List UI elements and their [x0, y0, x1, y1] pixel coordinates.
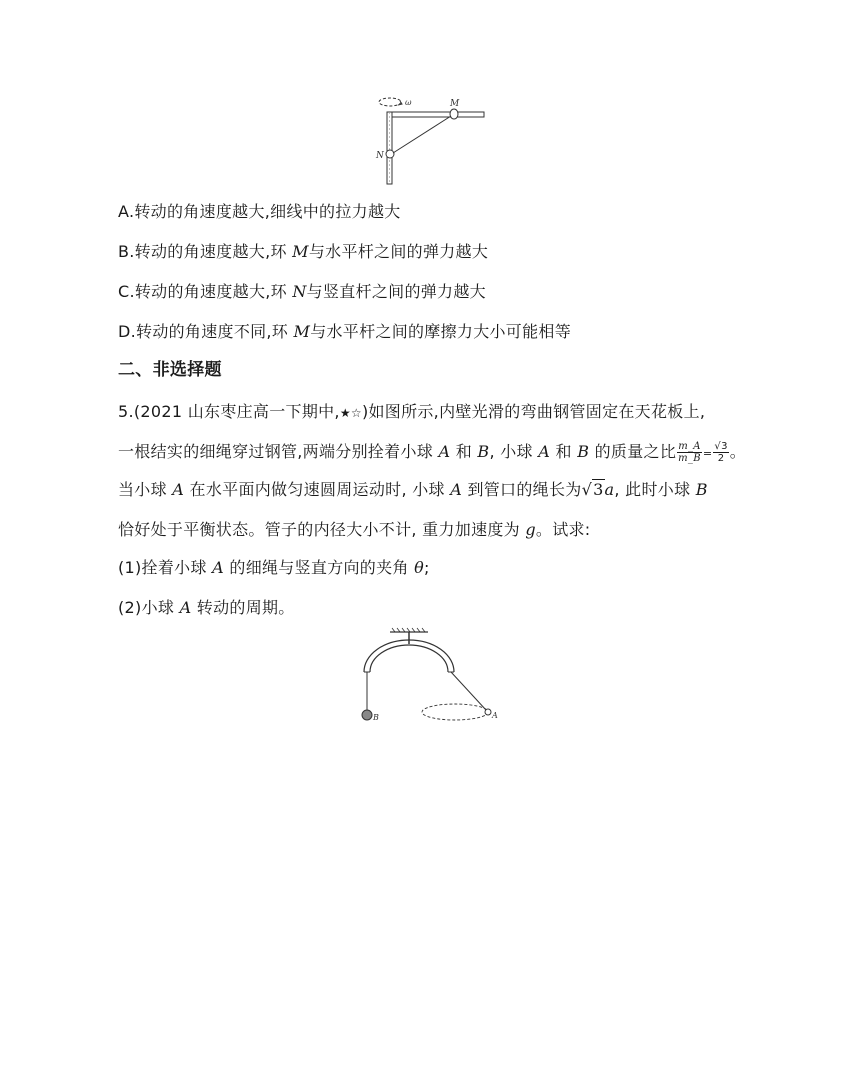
q5-text: 。	[729, 442, 747, 461]
ring-m	[450, 109, 458, 119]
option-var: M	[293, 322, 311, 341]
bent-pipe-figure	[352, 626, 512, 726]
var-a: A	[212, 558, 225, 577]
section-heading: 二、非选择题	[118, 360, 222, 380]
question-number: 5.	[118, 402, 134, 421]
rotation-arrow	[379, 98, 401, 106]
q5-text: 。试求:	[535, 520, 591, 539]
option-text: 与水平杆之间的摩擦力大小可能相等	[310, 322, 571, 341]
source-close: )	[361, 402, 369, 421]
option-d	[118, 322, 571, 342]
option-letter: D.	[118, 322, 137, 341]
option-var: N	[292, 282, 307, 301]
option-letter: B.	[118, 242, 135, 261]
option-var: M	[292, 242, 309, 261]
option-text: 转动的角速度越大,细线中的拉力越大	[134, 202, 401, 221]
var-g: g	[525, 520, 536, 539]
q5-text: 当小球	[118, 480, 173, 499]
q5-text: 如图所示,内壁光滑的弯曲钢管固定在天花板上,	[368, 402, 706, 421]
horizontal-rod	[392, 112, 484, 117]
q5-text: , 小球	[489, 442, 539, 461]
q5-text: 和	[450, 442, 478, 461]
fraction-numerator: m_A	[678, 441, 701, 452]
q5-subquestion-1	[118, 558, 430, 578]
q5-text: 一根结实的细绳穿过钢管,两端分别拴着小球	[118, 442, 439, 461]
option-a	[118, 202, 401, 222]
var-b: B	[577, 442, 590, 461]
q5-text: , 此时小球	[614, 480, 696, 499]
q5-line4	[118, 520, 591, 540]
q5-text: 和	[550, 442, 578, 461]
q5-line2	[118, 441, 746, 464]
option-text: 转动的角速度越大,环	[134, 282, 293, 301]
fraction-denominator: m_B	[678, 453, 701, 464]
option-text: 与竖直杆之间的弹力越大	[306, 282, 486, 301]
var-a: A	[438, 442, 451, 461]
equals-sign: =	[702, 447, 713, 460]
fraction-denominator: 2	[717, 453, 725, 464]
option-text: 与水平杆之间的弹力越大	[308, 242, 489, 261]
q5-text: (2)小球	[118, 598, 180, 617]
q5-text: 的质量之比	[589, 442, 677, 461]
q5-text: ;	[424, 558, 430, 577]
q5-text: 恰好处于平衡状态。管子的内径大小不计, 重力加速度为	[118, 520, 526, 539]
q5-line1	[118, 402, 705, 423]
string	[393, 116, 451, 153]
ball-a	[485, 709, 491, 715]
q5-text: 在水平面内做匀速圆周运动时, 小球	[184, 480, 451, 499]
ring-n	[386, 150, 394, 158]
difficulty-stars-icon: ★☆	[339, 406, 362, 420]
option-letter: C.	[118, 282, 135, 301]
var-a: A	[172, 480, 185, 499]
q5-text: (1)拴着小球	[118, 558, 213, 577]
ratio-value-fraction	[713, 441, 728, 464]
var-a-length: a	[604, 480, 615, 499]
b-label: B	[373, 713, 379, 722]
option-c	[118, 282, 486, 302]
sqrt-expression: √3	[581, 480, 604, 499]
var-a: A	[179, 598, 192, 617]
var-b: B	[477, 442, 490, 461]
bent-pipe-inner	[370, 645, 448, 672]
var-theta: θ	[414, 558, 425, 577]
fraction-numerator: √3	[714, 441, 728, 452]
q5-text: 到管口的绳长为	[462, 480, 582, 499]
a-label: A	[492, 711, 498, 720]
var-a: A	[450, 480, 463, 499]
option-text: 转动的角速度越大,环	[134, 242, 293, 261]
q5-line3	[118, 480, 708, 500]
option-text: 转动的角速度不同,环	[136, 322, 294, 341]
q5-subquestion-2	[118, 598, 295, 618]
sqrt-radicand: 3	[593, 480, 604, 499]
n-label: N	[376, 151, 384, 161]
q5-text: 转动的周期。	[191, 598, 295, 617]
question-source: (2021 山东枣庄高一下期中,	[133, 402, 340, 421]
m-label: M	[450, 99, 460, 109]
mass-ratio-fraction	[677, 441, 702, 464]
option-b	[118, 242, 488, 262]
rotating-frame-figure	[368, 92, 492, 188]
rotation-arrowhead	[398, 101, 402, 105]
circular-path	[422, 704, 488, 720]
omega-label: ω	[405, 98, 412, 107]
var-a: A	[538, 442, 551, 461]
ball-b	[362, 710, 372, 720]
q5-text: 的细绳与竖直方向的夹角	[224, 558, 415, 577]
option-letter: A.	[118, 202, 135, 221]
var-b: B	[695, 480, 708, 499]
